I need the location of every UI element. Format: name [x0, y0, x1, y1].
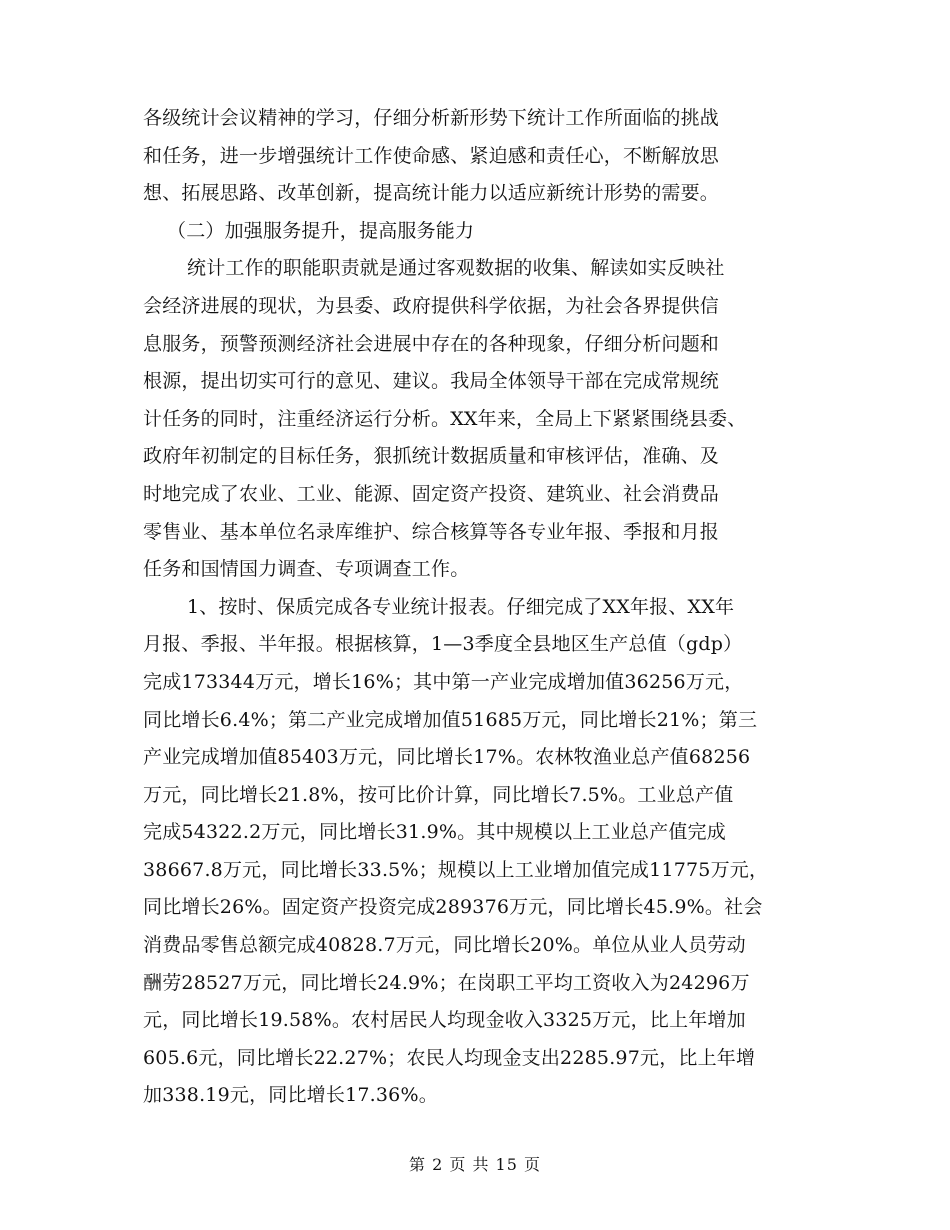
- text-line: 元，同比增长19.58%。农村居民人均现金收入3325万元，比上年增加: [143, 1009, 746, 1032]
- text-line: 酬劳28527万元，同比增长24.9%；在岗职工平均工资收入为24296万: [143, 971, 750, 994]
- text-line: 计任务的同时，注重经济运行分析。XX年来，全局上下紧紧围绕县委、: [143, 407, 747, 430]
- text-line: 政府年初制定的目标任务，狠抓统计数据质量和审核评估，准确、及: [143, 445, 720, 468]
- text-line: 月报、季报、半年报。根据核算，1—3季度全县地区生产总值（gdp）: [143, 633, 743, 656]
- text-line: 消费品零售总额完成40828.7万元，同比增长20%。单位从业人员劳动: [143, 934, 746, 957]
- text-line: 零售业、基本单位名录库维护、综合核算等各专业年报、季报和月报: [143, 520, 720, 543]
- text-line: 统计工作的职能职责就是通过客观数据的收集、解读如实反映社: [187, 257, 725, 280]
- text-line: 时地完成了农业、工业、能源、固定资产投资、建筑业、社会消费品: [143, 482, 720, 505]
- text-line: 同比增长6.4%；第二产业完成增加值51685万元，同比增长21%；第三: [143, 708, 758, 731]
- text-line: 和任务，进一步增强统计工作使命感、紧迫感和责任心，不断解放思: [143, 144, 720, 167]
- page-number: 第 2 页 共 15 页: [409, 1155, 541, 1174]
- text-line: 完成173344万元，增长16%；其中第一产业完成增加值36256万元，: [143, 670, 744, 693]
- text-line: 产业完成增加值85403万元，同比增长17%。农林牧渔业总产值68256: [143, 746, 751, 769]
- text-line: 想、拓展思路、改革创新，提高统计能力以适应新统计形势的需要。: [143, 182, 720, 205]
- text-line: 加338.19元，同比增长17.36%。: [143, 1084, 438, 1107]
- text-line: 完成54322.2万元，同比增长31.9%。其中规模以上工业总产值完成: [143, 821, 726, 844]
- text-line: 605.6元，同比增长22.27%；农民人均现金支出2285.97元，比上年增: [143, 1046, 756, 1069]
- text-line: 各级统计会议精神的学习，仔细分析新形势下统计工作所面临的挑战: [143, 107, 720, 129]
- text-line: 任务和国情国力调查、专项调查工作。: [143, 558, 470, 581]
- text-line: 同比增长26%。固定资产投资完成289376万元，同比增长45.9%。社会: [143, 896, 763, 919]
- document-body: [143, 100, 823, 1115]
- text-line: 会经济进展的现状，为县委、政府提供科学依据，为社会各界提供信: [143, 294, 720, 317]
- text-line: 1、按时、保质完成各专业统计报表。仔细完成了XX年报、XX年: [187, 595, 735, 618]
- text-line: 万元，同比增长21.8%，按可比价计算，同比增长7.5%。工业总产值: [143, 783, 734, 806]
- page-footer: [0, 1152, 950, 1175]
- text-line: 38667.8万元，同比增长33.5%；规模以上工业增加值完成11775万元，: [143, 858, 769, 881]
- text-line: 息服务，预警预测经济社会进展中存在的各种现象，仔细分析问题和: [143, 332, 720, 355]
- section-heading: （二）加强服务提升，提高服务能力: [167, 219, 475, 242]
- text-line: 根源，提出切实可行的意见、建议。我局全体领导干部在完成常规统: [143, 370, 720, 393]
